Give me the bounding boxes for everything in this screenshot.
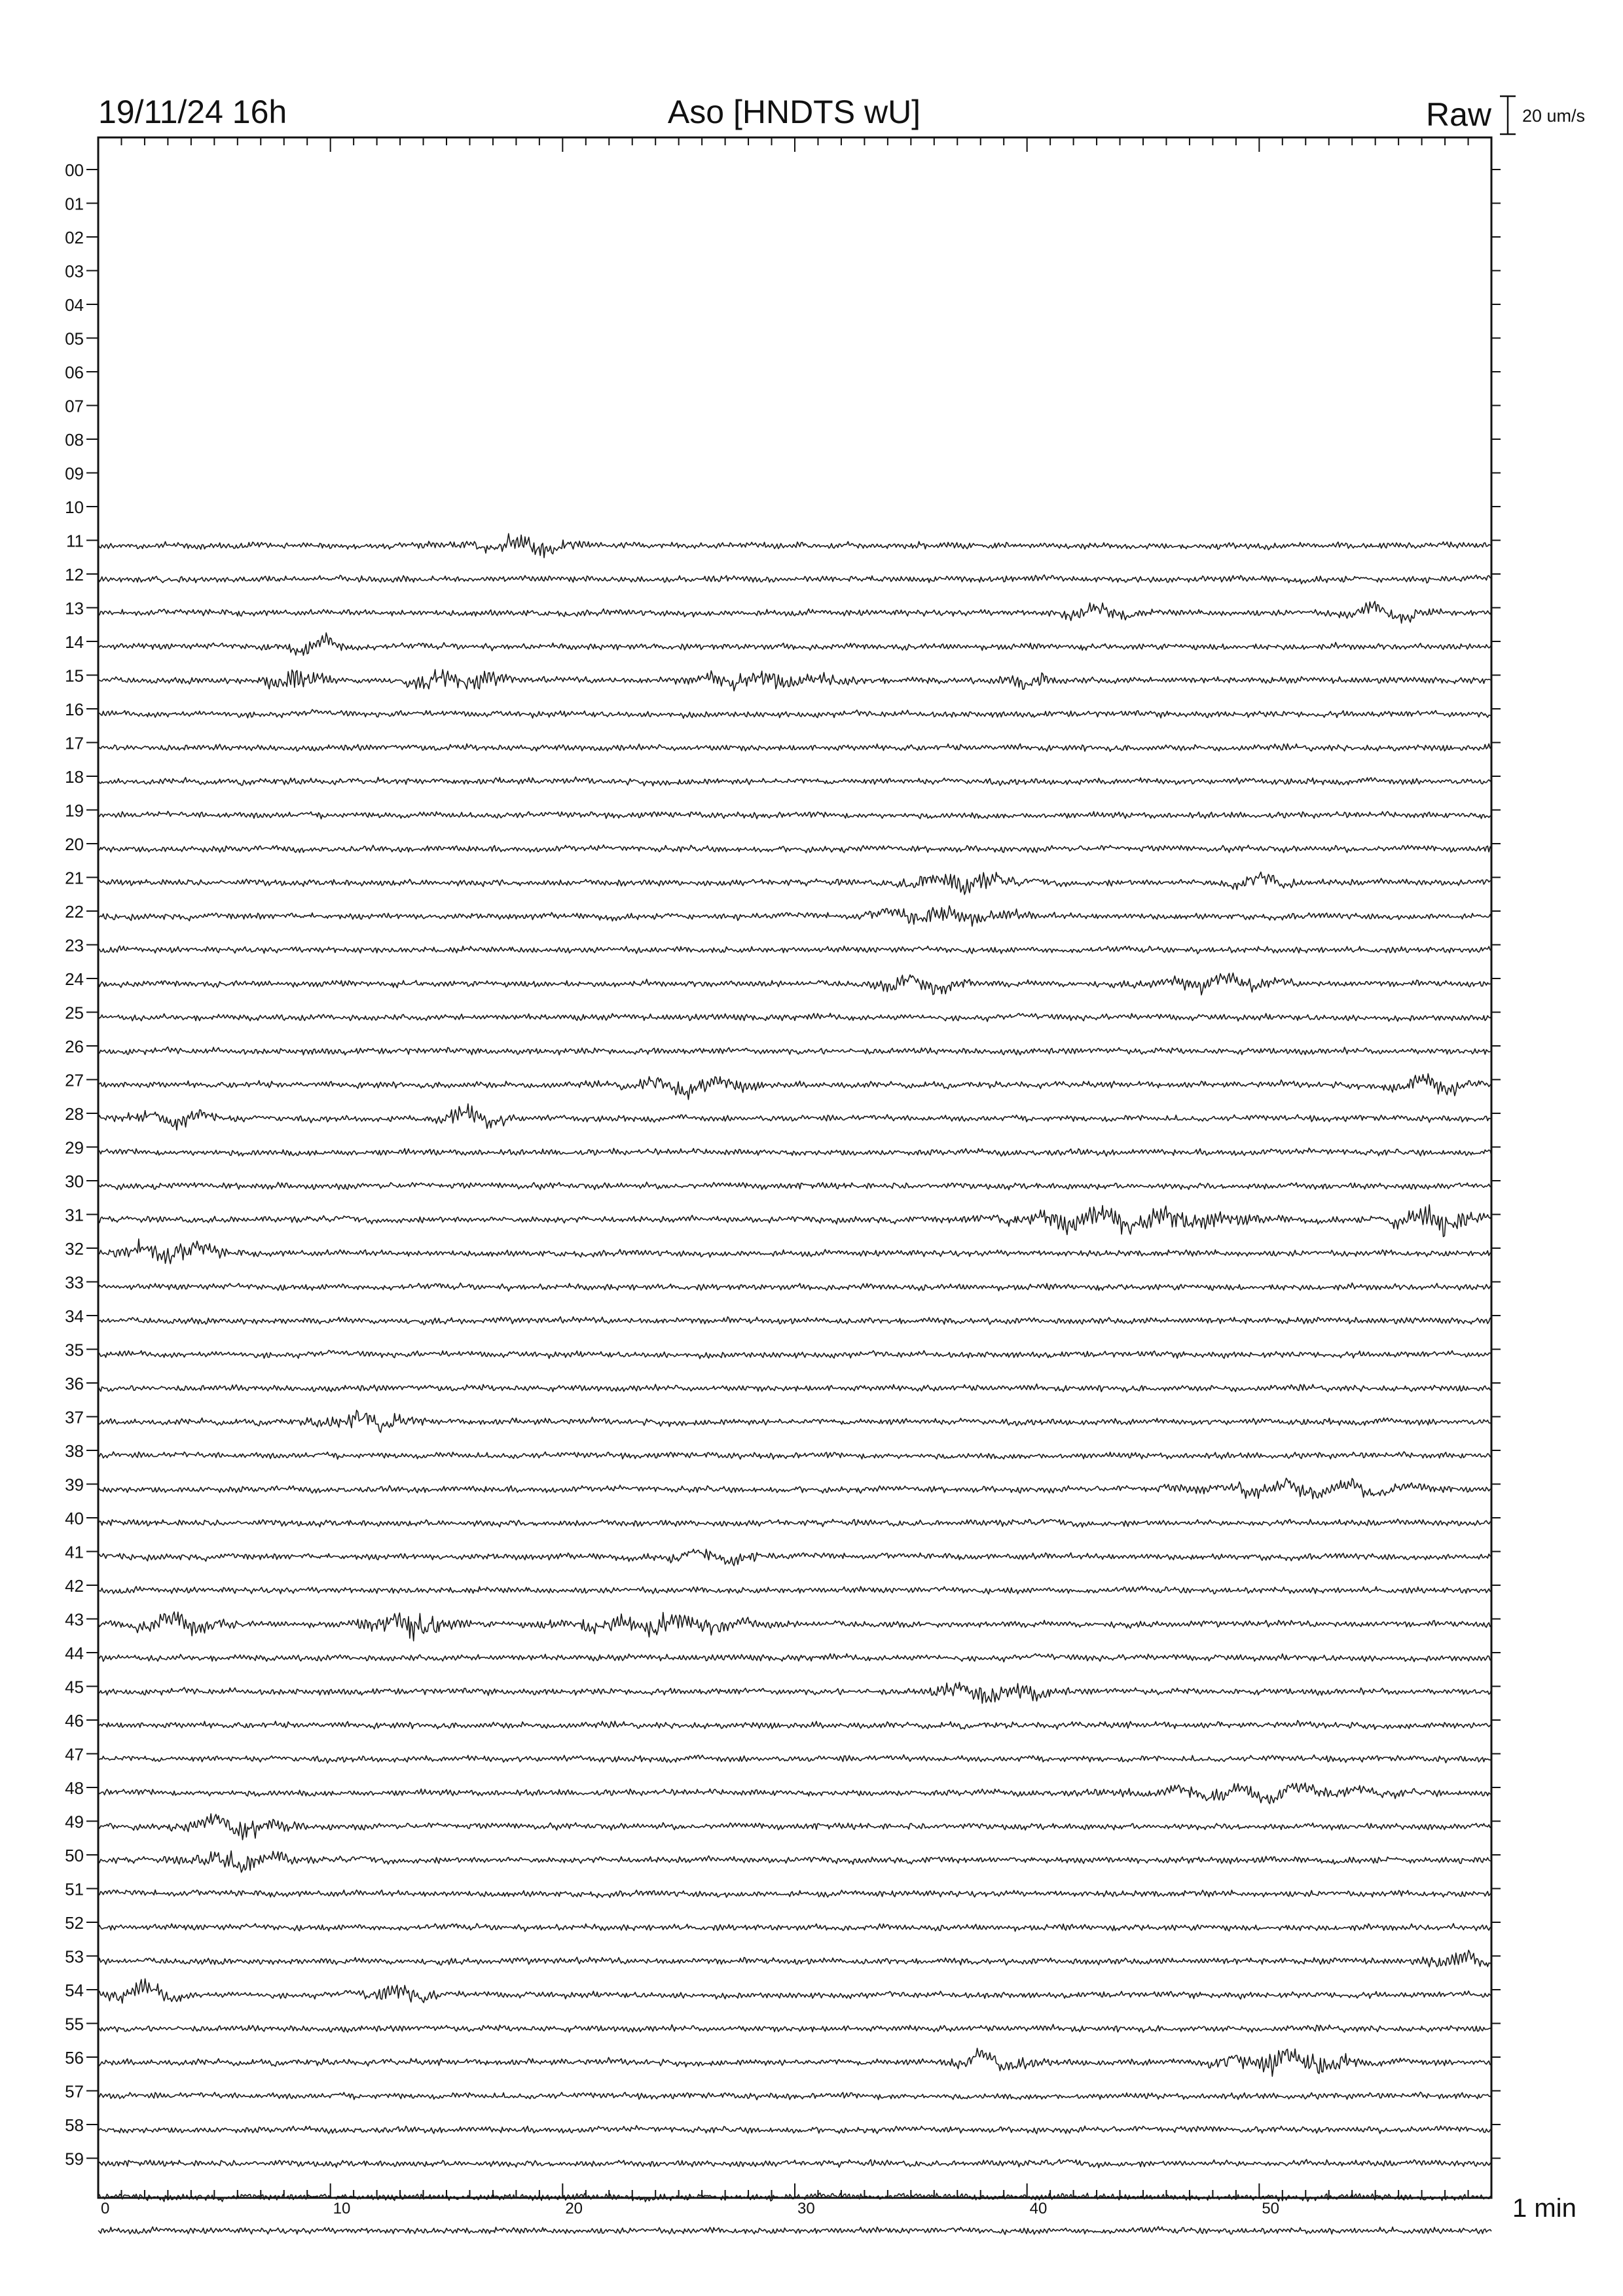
seismic-trace: [98, 1612, 1491, 1641]
seismic-trace: [98, 872, 1491, 894]
row-label: 51: [65, 1879, 84, 1899]
seismic-trace: [98, 2024, 1491, 2032]
row-label: 03: [65, 261, 84, 281]
x-tick-label: 20: [565, 2200, 583, 2217]
seismic-trace: [98, 533, 1491, 558]
seismic-trace: [98, 744, 1491, 751]
row-label: 33: [65, 1272, 84, 1293]
row-label: 12: [65, 565, 84, 584]
seismic-trace: [98, 1283, 1491, 1291]
seismic-trace: [98, 1519, 1491, 1527]
row-label: 38: [65, 1441, 84, 1461]
row-label: 11: [66, 531, 84, 551]
row-label: 22: [65, 902, 84, 922]
row-label: 45: [65, 1677, 84, 1697]
row-label: 42: [65, 1576, 84, 1596]
row-label: 46: [65, 1711, 84, 1731]
row-label: 58: [65, 2115, 84, 2135]
row-label: 40: [65, 1509, 84, 1528]
row-label: 30: [65, 1172, 84, 1191]
row-label: 05: [65, 329, 84, 349]
seismic-trace: [98, 1721, 1491, 1730]
seismic-trace: [98, 1755, 1491, 1763]
row-label: 14: [65, 632, 84, 652]
row-label: 07: [65, 396, 84, 416]
row-label: 44: [65, 1643, 84, 1663]
seismic-trace: [98, 2227, 1491, 2234]
row-label: 08: [65, 430, 84, 450]
x-tick-label: 0: [101, 2200, 110, 2217]
row-label: 56: [65, 2048, 84, 2068]
row-label: 28: [65, 1104, 84, 1124]
x-tick-label: 50: [1262, 2200, 1280, 2217]
seismic-trace: [98, 1587, 1491, 1594]
seismic-trace: [98, 1814, 1491, 1840]
row-label: 00: [65, 160, 84, 180]
x-tick-label: 30: [797, 2200, 815, 2217]
row-labels: [65, 160, 1501, 2169]
seismic-trace: [98, 1783, 1491, 1804]
seismic-trace: [98, 1410, 1491, 1433]
row-label: 13: [65, 598, 84, 619]
seismic-trace: [98, 633, 1491, 655]
seismic-trace: [98, 709, 1491, 718]
row-label: 39: [65, 1475, 84, 1495]
seismic-trace: [98, 1047, 1491, 1055]
x-tick-label: 10: [333, 2200, 351, 2217]
row-label: 21: [65, 868, 84, 888]
row-label: 53: [65, 1946, 84, 1967]
seismic-trace: [98, 1350, 1491, 1359]
row-label: 24: [65, 969, 84, 989]
seismic-trace: [98, 601, 1491, 623]
row-label: 52: [65, 1913, 84, 1933]
seismic-trace: [98, 812, 1491, 819]
seismic-trace: [98, 906, 1491, 926]
seismic-trace: [98, 1148, 1491, 1156]
seismic-trace: [98, 946, 1491, 954]
seismic-trace: [98, 1682, 1491, 1703]
row-label: 29: [65, 1138, 84, 1158]
row-label: 25: [65, 1003, 84, 1023]
scale-label: 20 um/s: [1522, 106, 1586, 126]
row-label: 31: [65, 1205, 84, 1225]
row-label: 19: [65, 800, 84, 821]
row-label: 15: [65, 666, 84, 686]
seismic-trace: [98, 1205, 1491, 1237]
plot-frame: [98, 137, 1491, 2198]
seismic-trace: [98, 1073, 1491, 1100]
seismic-traces: [98, 533, 1491, 2234]
row-label: 34: [65, 1306, 84, 1326]
x-tick-labels: [101, 2200, 1279, 2217]
seismic-trace: [98, 1104, 1491, 1130]
row-label: 50: [65, 1846, 84, 1865]
seismic-trace: [98, 1924, 1491, 1931]
amplitude-scale-bar: [1500, 96, 1516, 134]
seismic-trace: [98, 1452, 1491, 1460]
datetime-label: 19/11/24 16h: [98, 94, 287, 130]
seismic-trace: [98, 1478, 1491, 1499]
row-label: 20: [65, 834, 84, 854]
seismic-trace: [98, 1654, 1491, 1662]
seismic-trace: [98, 1950, 1491, 1967]
seismic-trace: [98, 973, 1491, 996]
row-label: 26: [65, 1037, 84, 1056]
row-label: 23: [65, 935, 84, 956]
x-tick-label: 40: [1029, 2200, 1048, 2217]
row-label: 04: [65, 295, 84, 315]
seismic-trace: [98, 1239, 1491, 1264]
seismic-trace: [98, 1979, 1491, 2003]
seismic-trace: [98, 1384, 1491, 1392]
row-label: 18: [65, 767, 84, 787]
x-unit-label: 1 min: [1512, 2194, 1577, 2223]
seismic-trace: [98, 2048, 1491, 2076]
seismic-trace: [98, 2159, 1491, 2168]
seismic-trace: [98, 1851, 1491, 1873]
row-label: 32: [65, 1239, 84, 1259]
seismic-trace: [98, 670, 1491, 691]
row-label: 54: [65, 1981, 84, 2000]
seismic-trace: [98, 845, 1491, 853]
seismic-trace: [98, 1549, 1491, 1566]
seismic-trace: [98, 1317, 1491, 1325]
row-label: 35: [65, 1340, 84, 1360]
row-label: 02: [65, 228, 84, 247]
row-label: 36: [65, 1374, 84, 1393]
station-title: Aso [HNDTS wU]: [667, 94, 921, 130]
row-label: 41: [65, 1542, 84, 1562]
seismic-trace: [98, 1013, 1491, 1022]
row-label: 48: [65, 1778, 84, 1798]
mode-label: Raw: [1425, 96, 1491, 133]
seismic-trace: [98, 777, 1491, 786]
seismic-trace: [98, 2092, 1491, 2100]
row-label: 43: [65, 1609, 84, 1630]
row-label: 01: [65, 194, 84, 214]
row-label: 55: [65, 2014, 84, 2034]
row-label: 17: [65, 733, 84, 753]
seismic-trace: [98, 2126, 1491, 2134]
row-label: 09: [65, 463, 84, 484]
seismic-trace: [98, 575, 1491, 584]
seismic-trace: [98, 1182, 1491, 1190]
row-label: 06: [65, 363, 84, 382]
row-label: 37: [65, 1407, 84, 1427]
row-label: 10: [65, 497, 84, 517]
row-label: 16: [65, 700, 84, 719]
row-label: 49: [65, 1812, 84, 1832]
row-label: 27: [65, 1070, 84, 1090]
minute-tick-marks: [98, 137, 1491, 2198]
row-label: 47: [65, 1744, 84, 1765]
row-label: 57: [65, 2081, 84, 2102]
seismic-trace: [98, 1890, 1491, 1898]
row-label: 59: [65, 2149, 84, 2169]
